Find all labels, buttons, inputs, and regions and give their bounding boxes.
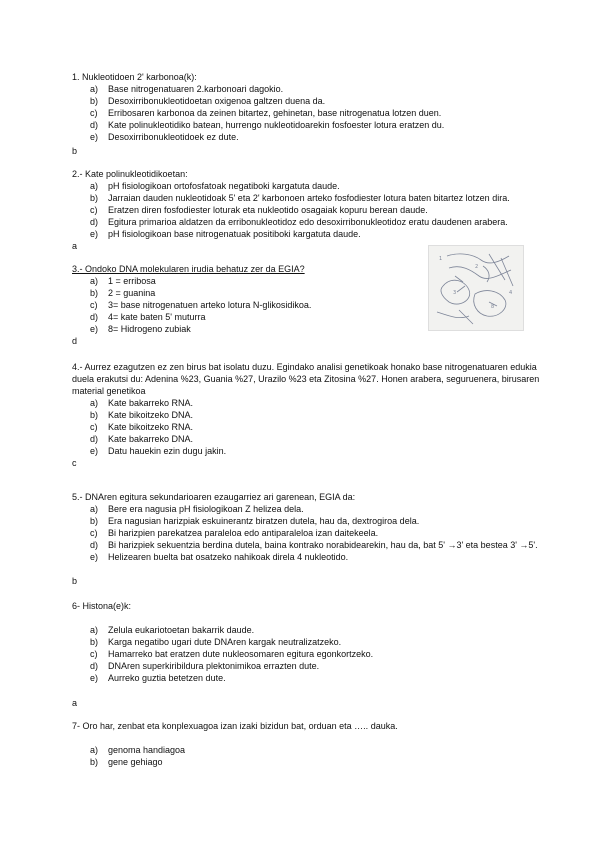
option-label: e): [90, 673, 99, 683]
question-1: [72, 71, 542, 143]
option: [72, 648, 542, 660]
option: [72, 323, 422, 335]
option-label: a): [90, 181, 99, 191]
option-label: a): [90, 84, 99, 94]
option-text: Karga negatibo ugari dute DNAren kargak neutralizatzeko.: [108, 637, 342, 647]
option: [72, 83, 542, 95]
dna-molecule-figure: [428, 245, 524, 331]
option-text: genoma handiagoa: [108, 745, 186, 755]
svg-text:3: 3: [453, 290, 457, 296]
option-text: 2 = guanina: [108, 288, 156, 298]
option-text: 3= base nitrogenatuen arteko lotura N-glikosidikoa.: [108, 300, 312, 310]
question-7: [72, 720, 542, 768]
option-label: a): [90, 276, 99, 286]
svg-text:4: 4: [509, 290, 513, 296]
question-5: [72, 491, 542, 563]
question-3-stem: 3.- Ondoko DNA molekularen irudia behatuz zer da EGIA?: [72, 264, 305, 274]
option: [72, 527, 542, 539]
question-3-answer: d: [72, 336, 78, 346]
option-text: Erribosaren karbonoa da zeinen bitartez, gehinetan, base nitrogenatua lotzen duen.: [108, 108, 442, 118]
question-1-answer: b: [72, 146, 78, 156]
svg-text:1: 1: [439, 256, 443, 262]
option-text: pH fisiologikoan ortofosfatoak negatiboki kargatuta daude.: [108, 181, 340, 191]
question-7-stem: 7- Oro har, zenbat eta konplexuagoa izan izaki bizidun bat, orduan eta ….. dauka.: [72, 721, 398, 731]
option-label: c): [90, 422, 98, 432]
option: [72, 756, 542, 768]
option-text: gene gehiago: [108, 757, 163, 767]
option: [72, 275, 422, 287]
option: [72, 299, 422, 311]
option-label: c): [90, 300, 98, 310]
option-text: pH fisiologikoan base nitrogenatuak positiboki kargatuta daude.: [108, 229, 361, 239]
option-text: 1 = erribosa: [108, 276, 156, 286]
question-2-stem: 2.- Kate polinukleotidikoetan:: [72, 169, 188, 179]
option: [72, 119, 542, 131]
option-text: Helizearen buelta bat osatzeko nahikoak direla 4 nukleotido.: [108, 552, 349, 562]
option-label: e): [90, 552, 99, 562]
option: [72, 515, 542, 527]
option-label: d): [90, 434, 99, 444]
option-text: Kate polinukleotidiko batean, hurrengo nukleotidoarekin fosfoester lotura eratzen du.: [108, 120, 445, 130]
question-4-answer: c: [72, 458, 77, 468]
svg-text:2: 2: [475, 264, 479, 270]
question-1-options: [72, 83, 542, 143]
option: [72, 624, 542, 636]
option: [72, 433, 542, 445]
question-2-options: [72, 180, 542, 240]
option: [72, 228, 542, 240]
option-text: Bere era nagusia pH fisiologikoan Z helizea dela.: [108, 504, 304, 514]
option-text: 8= Hidrogeno zubiak: [108, 324, 191, 334]
option-label: b): [90, 193, 99, 203]
question-6: [72, 600, 542, 684]
option: [72, 551, 542, 563]
option-label: e): [90, 229, 99, 239]
option: [72, 672, 542, 684]
option-text: Kate bikoitzeko RNA.: [108, 422, 194, 432]
question-5-answer: b: [72, 576, 78, 586]
option: [72, 311, 422, 323]
option-label: e): [90, 324, 99, 334]
option-label: b): [90, 757, 99, 767]
option: [72, 287, 422, 299]
question-2: [72, 168, 542, 240]
option: [72, 539, 542, 551]
question-6-stem: 6- Histona(e)k:: [72, 601, 132, 611]
option-text: Eratzen diren fosfodiester loturak eta nukleotido osagaiak kopuru berean daude.: [108, 205, 428, 215]
option: [72, 503, 542, 515]
option-label: b): [90, 516, 99, 526]
option-label: a): [90, 398, 99, 408]
option-label: d): [90, 661, 99, 671]
question-7-options: [72, 744, 542, 768]
option-label: c): [90, 528, 98, 538]
question-4: [72, 361, 542, 457]
option-label: b): [90, 96, 99, 106]
option-text: Bi harizpien parekatzea paraleloa edo antiparaleloa izan daitekeela.: [108, 528, 379, 538]
option: [72, 421, 542, 433]
question-4-stem: 4.- Aurrez ezagutzen ez zen birus bat isolatu duzu. Egindako analisi genetikoak honako base nitrogenatuaren edukia duela erakutsi du: Adenina %23, Guania %27, Urazilo %23 eta Zitosina %27. Honen arabera, seguruenera, birusaren material genetikoa: [72, 362, 540, 396]
option-text: Bi harizpiek sekuentzia berdina dutela, baina kontrako norabidearekin, hau da, bat 5' →3' eta bestea 3' →5'.: [108, 540, 538, 550]
option: [72, 744, 542, 756]
option-text: Desoxirribonukleotidoek ez dute.: [108, 132, 239, 142]
question-5-options: [72, 503, 542, 563]
option-label: c): [90, 649, 98, 659]
option-text: Era nagusian harizpiak eskuinerantz biratzen dutela, hau da, dextrogiroa dela.: [108, 516, 420, 526]
question-6-options: [72, 624, 542, 684]
option-label: e): [90, 132, 99, 142]
option: [72, 636, 542, 648]
option-label: d): [90, 312, 99, 322]
option-text: Jarraian dauden nukleotidoak 5' eta 2' karbonoen arteko fosfodiester lotura baten bitartez lotzen dira.: [108, 193, 510, 203]
option: [72, 660, 542, 672]
option-text: Hamarreko bat eratzen dute nukleosomaren egitura egonkortzeko.: [108, 649, 374, 659]
option-label: b): [90, 410, 99, 420]
option: [72, 445, 542, 457]
option-text: Desoxirribonukleotidoetan oxigenoa galtzen duena da.: [108, 96, 326, 106]
option-label: b): [90, 637, 99, 647]
svg-text:8: 8: [491, 304, 495, 310]
option: [72, 204, 542, 216]
option: [72, 409, 542, 421]
option-text: DNAren superkiribildura plektonimikoa errazten dute.: [108, 661, 320, 671]
option-label: a): [90, 745, 99, 755]
option-text: Kate bakarreko RNA.: [108, 398, 194, 408]
option-label: b): [90, 288, 99, 298]
option: [72, 131, 542, 143]
option: [72, 397, 542, 409]
option-text: Base nitrogenatuaren 2.karbonoari dagokio.: [108, 84, 284, 94]
option-label: c): [90, 108, 98, 118]
option: [72, 180, 542, 192]
option-text: Egitura primarioa aldatzen da erribonukleotidoz edo desoxirribonukleotidoz eratu daudenen arabera.: [108, 217, 508, 227]
option-label: c): [90, 205, 98, 215]
option-label: d): [90, 120, 99, 130]
option-label: a): [90, 504, 99, 514]
option: [72, 216, 542, 228]
option-label: e): [90, 446, 99, 456]
option-text: Kate bikoitzeko DNA.: [108, 410, 194, 420]
question-1-stem: 1. Nukleotidoen 2' karbonoa(k):: [72, 72, 197, 82]
option: [72, 192, 542, 204]
option: [72, 95, 542, 107]
question-4-options: [72, 397, 542, 457]
dna-sketch-image: [429, 246, 523, 330]
option-label: d): [90, 217, 99, 227]
question-3-options: [72, 275, 422, 335]
option-label: a): [90, 625, 99, 635]
option-text: Kate bakarreko DNA.: [108, 434, 194, 444]
option-text: 4= kate baten 5' muturra: [108, 312, 206, 322]
question-6-answer: a: [72, 698, 78, 708]
option-text: Zelula eukariotoetan bakarrik daude.: [108, 625, 255, 635]
question-3: [72, 263, 422, 335]
question-2-answer: a: [72, 241, 78, 251]
option-text: Datu hauekin ezin dugu jakin.: [108, 446, 227, 456]
option: [72, 107, 542, 119]
option-label: d): [90, 540, 99, 550]
option-text: Aurreko guztia betetzen dute.: [108, 673, 226, 683]
question-5-stem: 5.- DNAren egitura sekundarioaren ezaugarriez ari garenean, EGIA da:: [72, 492, 356, 502]
